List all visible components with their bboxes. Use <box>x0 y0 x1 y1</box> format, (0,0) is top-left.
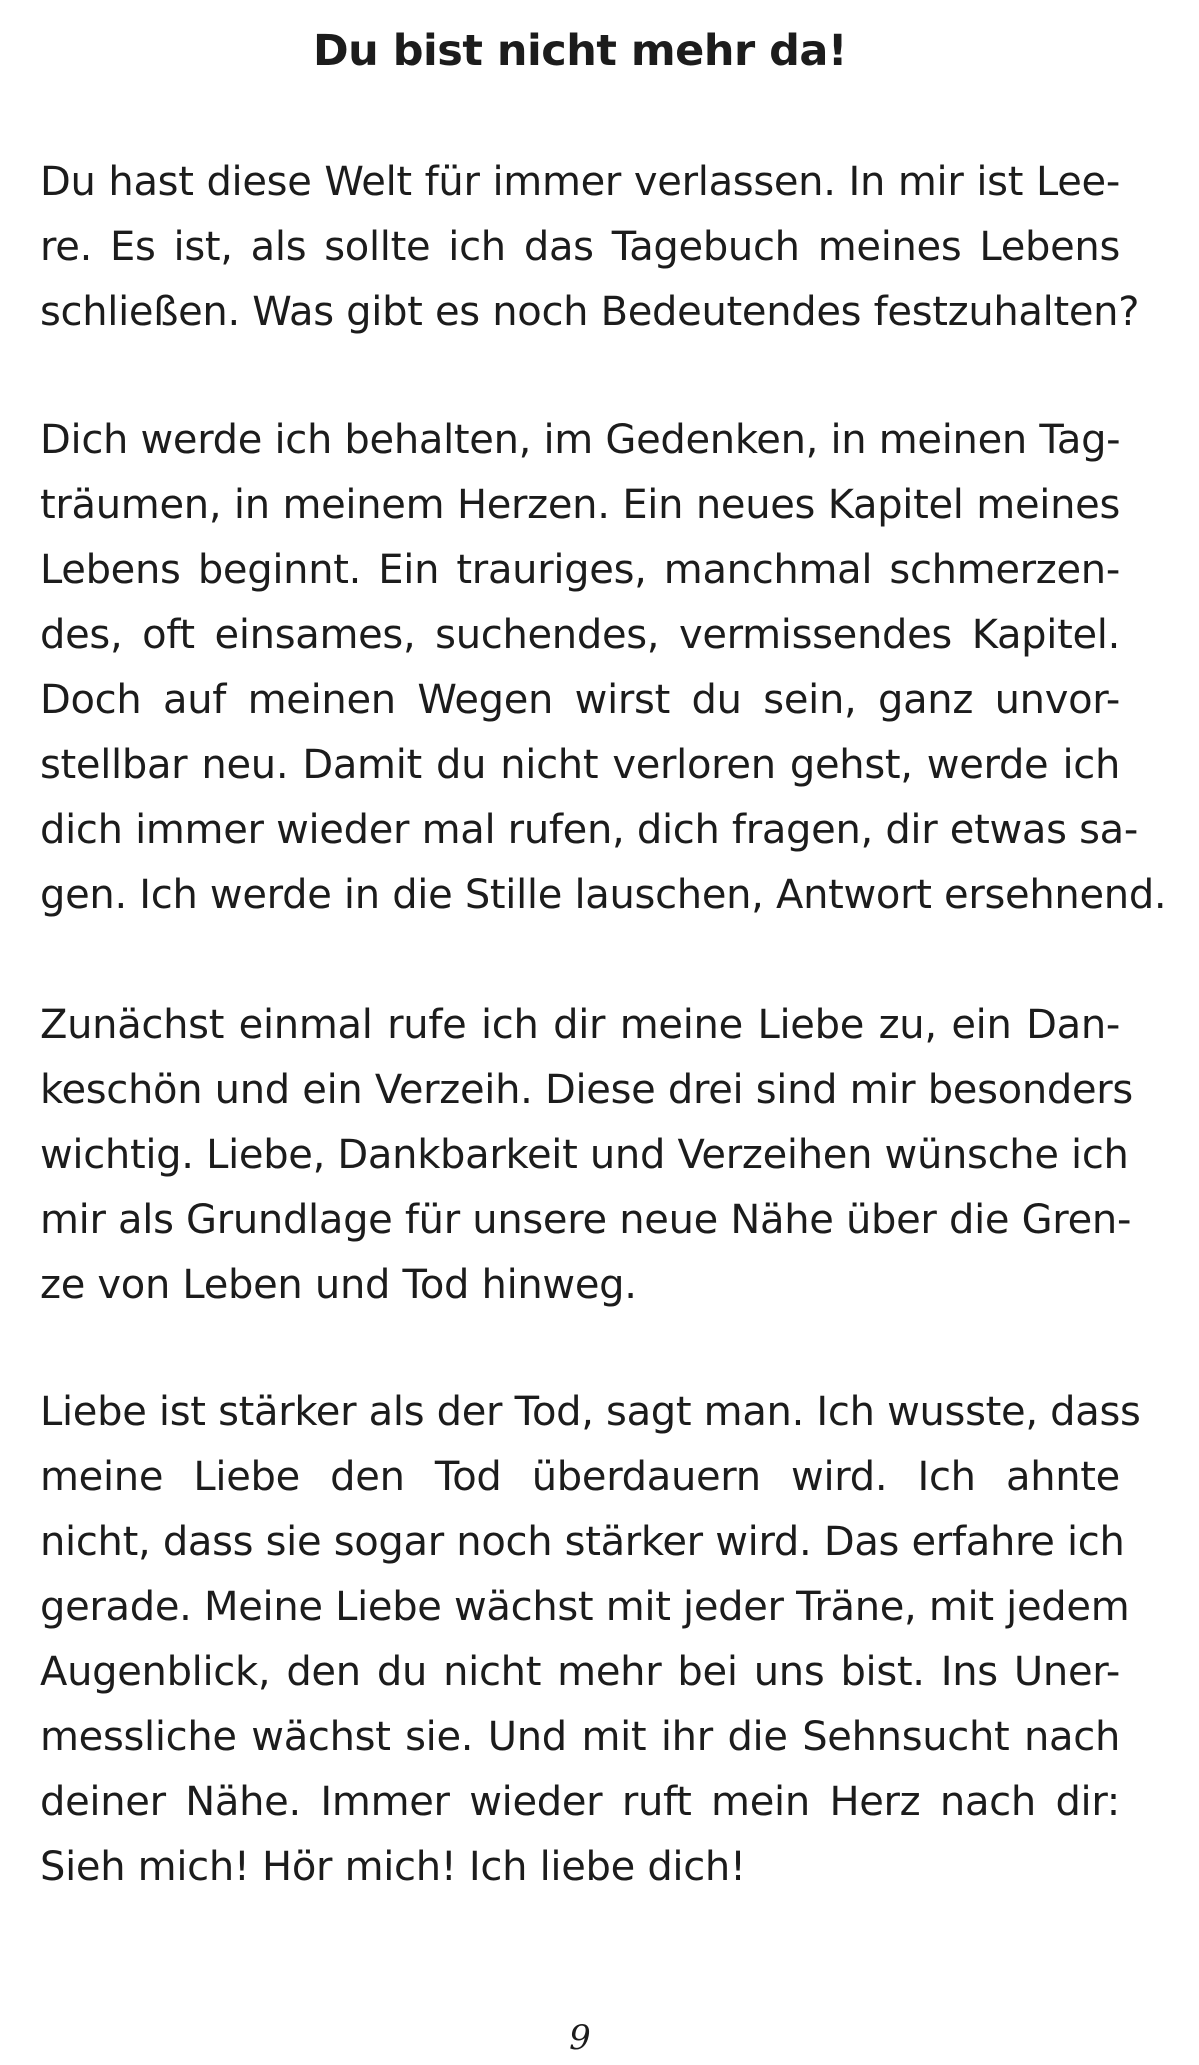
text-line: Lebens beginnt. Ein trauriges, manchmal schmerzen- <box>40 547 1120 593</box>
page-number: 9 <box>569 2018 591 2058</box>
book-page <box>40 0 1167 2065</box>
text-line: deiner Nähe. Immer wieder ruft mein Herz nach dir: <box>40 1779 1120 1825</box>
text-line: Liebe ist stärker als der Tod, sagt man. Ich wusste, dass <box>40 1389 1141 1435</box>
text-line: Sieh mich! Hör mich! Ich liebe dich! <box>40 1844 746 1890</box>
text-line: Doch auf meinen Wegen wirst du sein, ganz unvor- <box>40 677 1120 723</box>
text-line: dich immer wieder mal rufen, dich fragen, dir etwas sa- <box>40 807 1138 853</box>
paragraph-2 <box>40 408 1167 928</box>
text-line: gen. Ich werde in die Stille lauschen, Antwort ersehnend. <box>40 872 1167 918</box>
text-line: wichtig. Liebe, Dankbarkeit und Verzeihen wünsche ich <box>40 1132 1129 1178</box>
text-line: schließen. Was gibt es noch Bedeutendes festzuhalten? <box>40 289 1140 335</box>
paragraph-4 <box>40 1380 1141 1900</box>
paragraph-3 <box>40 993 1133 1318</box>
text-line: keschön und ein Verzeih. Diese drei sind mir besonders <box>40 1067 1133 1113</box>
text-line: Dich werde ich behalten, im Gedenken, in meinen Tag- <box>40 417 1121 463</box>
text-line: träumen, in meinem Herzen. Ein neues Kapitel meines <box>40 482 1120 528</box>
text-line: Zunächst einmal rufe ich dir meine Liebe zu, ein Dan- <box>40 1002 1120 1048</box>
text-line: meine Liebe den Tod überdauern wird. Ich ahnte <box>40 1454 1120 1500</box>
text-line: mir als Grundlage für unsere neue Nähe über die Gren- <box>40 1197 1132 1243</box>
text-line: messliche wächst sie. Und mit ihr die Sehnsucht nach <box>40 1714 1120 1760</box>
page-title: Du bist nicht mehr da! <box>312 26 848 76</box>
text-line: re. Es ist, als sollte ich das Tagebuch meines Lebens <box>40 224 1120 270</box>
text-line: des, oft einsames, suchendes, vermissendes Kapitel. <box>40 612 1120 658</box>
text-line: gerade. Meine Liebe wächst mit jeder Träne, mit jedem <box>40 1584 1130 1630</box>
text-line: nicht, dass sie sogar noch stärker wird. Das erfahre ich <box>40 1519 1125 1565</box>
text-line: Du hast diese Welt für immer verlassen. In mir ist Lee- <box>40 159 1120 205</box>
paragraph-1 <box>40 150 1140 345</box>
text-line: ze von Leben und Tod hinweg. <box>40 1262 637 1308</box>
text-line: stellbar neu. Damit du nicht verloren gehst, werde ich <box>40 742 1120 788</box>
text-line: Augenblick, den du nicht mehr bei uns bist. Ins Uner- <box>40 1649 1120 1695</box>
